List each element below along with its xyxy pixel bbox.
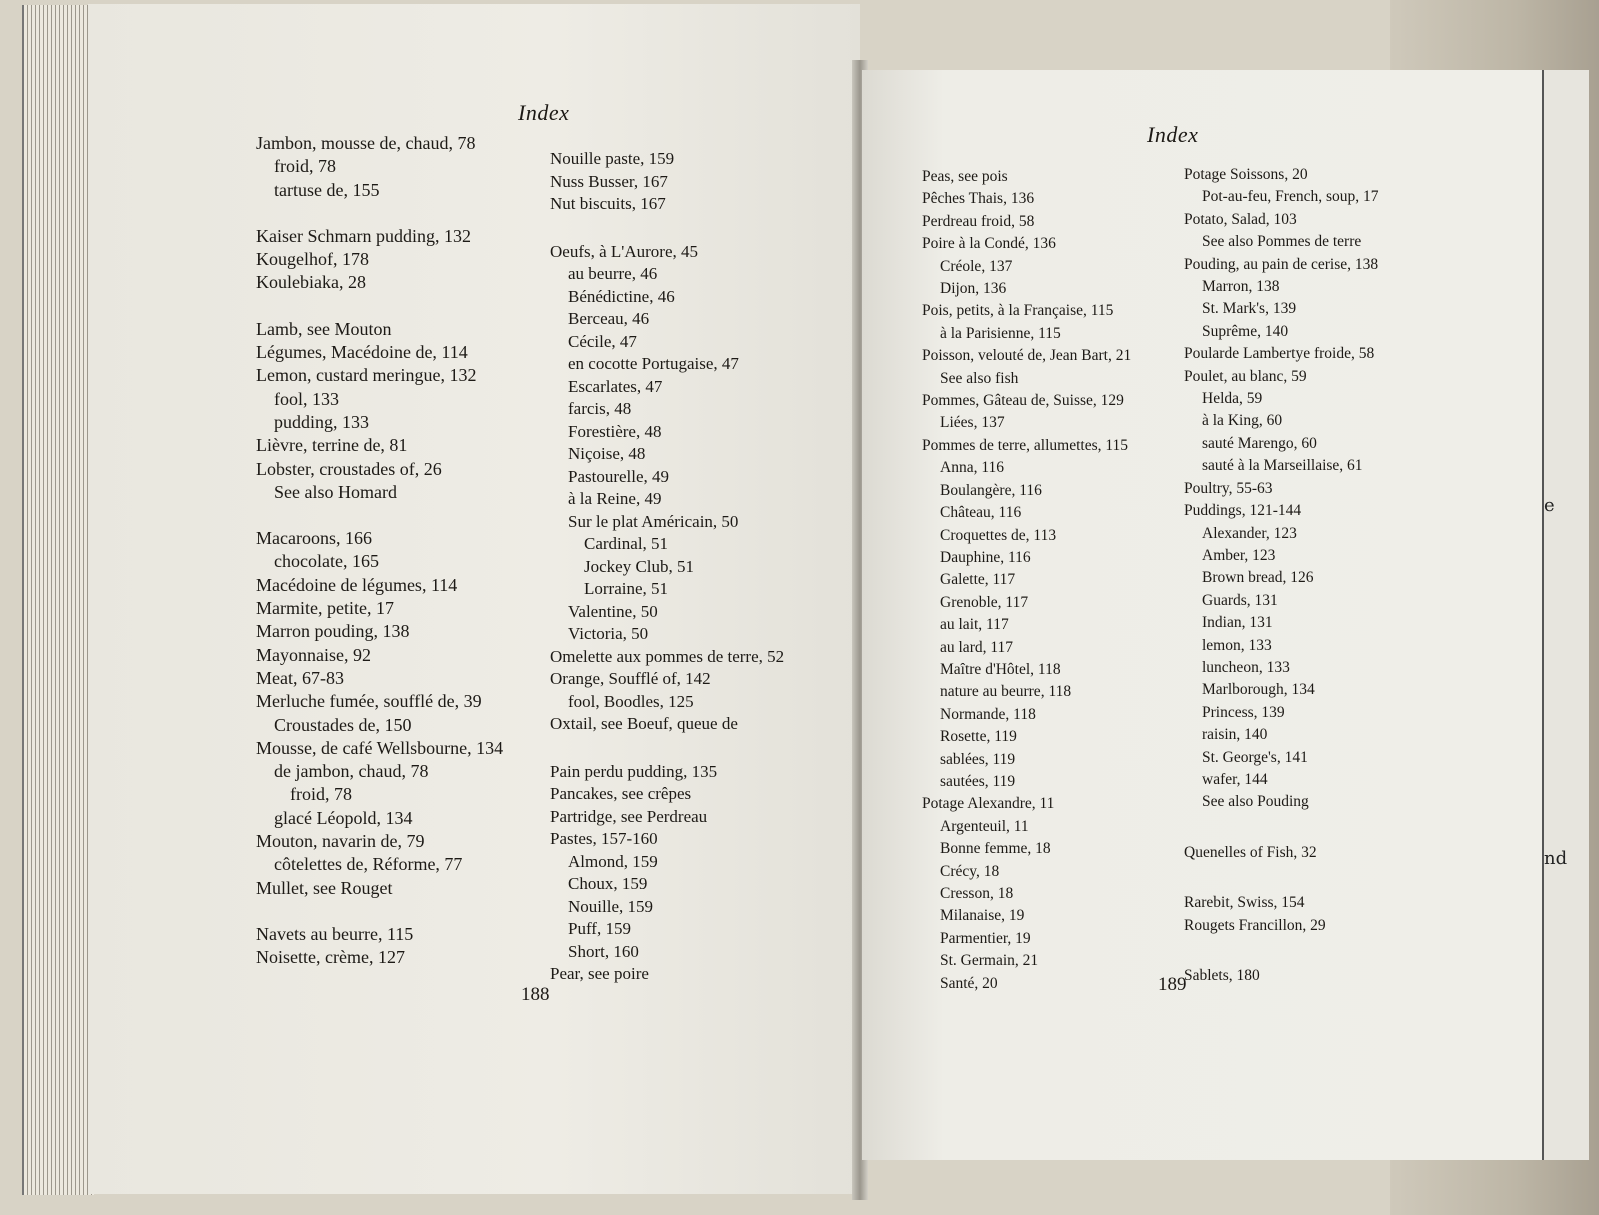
- index-entry: Créole, 137: [940, 257, 1013, 275]
- index-entry: Oxtail, see Boeuf, queue de: [550, 714, 738, 733]
- index-entry: sablées, 119: [940, 750, 1016, 768]
- index-entry: Poulet, au blanc, 59: [1184, 367, 1307, 385]
- index-entry: fool, Boodles, 125: [568, 691, 694, 711]
- index-entry: chocolate, 165: [274, 551, 379, 572]
- index-entry: Almond, 159: [568, 851, 658, 871]
- index-entry: lemon, 133: [1202, 636, 1272, 654]
- index-entry: Pois, petits, à la Française, 115: [922, 302, 1114, 320]
- index-entry: Escarlates, 47: [568, 376, 663, 396]
- index-entry: Pêches Thais, 136: [922, 190, 1035, 208]
- index-entry: Dauphine, 116: [940, 548, 1031, 566]
- index-entry: Puddings, 121-144: [1184, 502, 1302, 520]
- index-entry: Indian, 131: [1202, 614, 1273, 632]
- index-entry: Orange, Soufflé of, 142: [550, 669, 711, 688]
- index-entry: Nouille paste, 159: [550, 149, 675, 168]
- index-entry: à la King, 60: [1202, 412, 1283, 430]
- index-entry: Château, 116: [940, 504, 1022, 522]
- index-entry: Short, 160: [568, 941, 639, 961]
- index-entry: Mayonnaise, 92: [256, 644, 371, 665]
- index-entry: Rarebit, Swiss, 154: [1184, 894, 1305, 912]
- index-entry: Lemon, custard meringue, 132: [256, 365, 477, 386]
- index-entry: Pommes, Gâteau de, Suisse, 129: [922, 392, 1124, 410]
- index-entry: Légumes, Macédoine de, 114: [256, 342, 468, 363]
- index-entry: Parmentier, 19: [940, 929, 1031, 947]
- index-entry: Amber, 123: [1202, 546, 1276, 564]
- index-entry: See also Pouding: [1202, 793, 1309, 811]
- index-entry: Pommes de terre, allumettes, 115: [922, 436, 1129, 454]
- edge-fragment-2: nd: [1544, 848, 1568, 869]
- index-entry: See also Homard: [274, 481, 397, 502]
- index-entry: Pouding, au pain de cerise, 138: [1184, 255, 1379, 273]
- index-entry: Brown bread, 126: [1202, 569, 1314, 587]
- index-entry: Marron pouding, 138: [256, 621, 410, 642]
- index-entry: Argenteuil, 11: [940, 817, 1029, 835]
- index-entry: Victoria, 50: [568, 624, 649, 643]
- index-entry: au lait, 117: [940, 616, 1009, 634]
- index-entry: Rougets Francillon, 29: [1184, 916, 1326, 934]
- index-entry: wafer, 144: [1202, 770, 1268, 788]
- index-entry: Koulebiaka, 28: [256, 272, 366, 293]
- index-entry: Forestière, 48: [568, 421, 662, 441]
- index-entry: Poultry, 55-63: [1184, 479, 1273, 497]
- left-page-number: 188: [521, 984, 550, 1005]
- index-entry: Merluche fumée, soufflé de, 39: [256, 691, 482, 712]
- left-page-column-1: [256, 132, 503, 970]
- index-entry: Jockey Club, 51: [584, 556, 695, 576]
- index-entry: Pain perdu pudding, 135: [550, 761, 718, 781]
- index-entry: Alexander, 123: [1202, 524, 1297, 542]
- left-page: [88, 4, 860, 1194]
- index-entry: Kaiser Schmarn pudding, 132: [256, 225, 471, 246]
- right-page: [862, 70, 1542, 1160]
- index-entry: Sablets, 180: [1184, 967, 1260, 984]
- index-entry: Noisette, crème, 127: [256, 947, 405, 968]
- index-entry: Bénédictine, 46: [568, 286, 675, 306]
- index-entry: Anna, 116: [940, 459, 1004, 477]
- index-entry: au beurre, 46: [568, 264, 658, 283]
- index-entry: Meat, 67-83: [256, 667, 344, 688]
- index-entry: fool, 133: [274, 388, 339, 409]
- index-entry: Lorraine, 51: [584, 579, 669, 598]
- index-entry: Guards, 131: [1202, 591, 1278, 609]
- index-entry: Poisson, velouté de, Jean Bart, 21: [922, 347, 1132, 365]
- index-entry: Suprême, 140: [1202, 322, 1289, 340]
- index-entry: Nut biscuits, 167: [550, 194, 666, 213]
- index-entry: Partridge, see Perdreau: [550, 806, 708, 826]
- next-page-edge: [1542, 70, 1589, 1160]
- index-entry: Boulangère, 116: [940, 481, 1042, 499]
- index-entry: farcis, 48: [568, 399, 632, 418]
- index-entry: Kougelhof, 178: [256, 249, 369, 270]
- index-entry: Marlborough, 134: [1202, 681, 1315, 699]
- index-entry: Sur le plat Américain, 50: [568, 511, 739, 531]
- index-entry: St. Mark's, 139: [1202, 300, 1297, 318]
- index-entry: Croustades de, 150: [274, 714, 412, 735]
- index-entry: luncheon, 133: [1202, 658, 1290, 676]
- index-entry: Helda, 59: [1202, 390, 1263, 408]
- index-entry: Potage Soissons, 20: [1184, 166, 1308, 183]
- index-entry: Normande, 118: [940, 705, 1036, 723]
- index-entry: Maître d'Hôtel, 118: [940, 660, 1061, 678]
- index-entry: See also fish: [940, 369, 1019, 387]
- index-entry: glacé Léopold, 134: [274, 807, 413, 828]
- index-entry: Mullet, see Rouget: [256, 877, 393, 898]
- left-page-heading: Index: [518, 100, 570, 125]
- index-entry: Poularde Lambertye froide, 58: [1184, 345, 1375, 363]
- index-entry: Lièvre, terrine de, 81: [256, 435, 408, 456]
- index-entry: St. Germain, 21: [940, 952, 1039, 970]
- index-entry: tartuse de, 155: [274, 179, 380, 200]
- index-entry: Liées, 137: [940, 414, 1005, 432]
- edge-fragment-1: e: [1544, 495, 1555, 516]
- index-entry: à la Parisienne, 115: [940, 324, 1061, 342]
- index-entry: Marmite, petite, 17: [256, 598, 394, 619]
- index-entry: Potage Alexandre, 11: [922, 795, 1055, 813]
- index-entry: Crécy, 18: [940, 862, 1000, 880]
- index-entry: Macédoine de légumes, 114: [256, 574, 458, 595]
- index-entry: Cécile, 47: [568, 331, 637, 351]
- index-entry: Santé, 20: [940, 974, 998, 992]
- index-entry: nature au beurre, 118: [940, 683, 1072, 701]
- index-entry: See also Pommes de terre: [1202, 233, 1362, 251]
- index-entry: Quenelles of Fish, 32: [1184, 843, 1317, 861]
- index-entry: Valentine, 50: [568, 601, 658, 621]
- index-entry: Pear, see poire: [550, 964, 649, 983]
- index-entry: Mouton, navarin de, 79: [256, 831, 425, 852]
- index-entry: Pastourelle, 49: [568, 466, 670, 486]
- index-entry: Nouille, 159: [568, 896, 653, 916]
- index-entry: Lamb, see Mouton: [256, 318, 392, 339]
- index-entry: Cresson, 18: [940, 885, 1014, 902]
- index-entry: Omelette aux pommes de terre, 52: [550, 646, 785, 666]
- index-entry: Marron, 138: [1202, 278, 1280, 296]
- index-entry: Potato, Salad, 103: [1184, 210, 1297, 228]
- right-page-number: 189: [1158, 974, 1187, 995]
- index-entry: en cocotte Portugaise, 47: [568, 354, 739, 373]
- index-entry: Berceau, 46: [568, 309, 650, 328]
- index-entry: sauté Marengo, 60: [1202, 434, 1317, 452]
- index-entry: Grenoble, 117: [940, 593, 1029, 611]
- right-page-heading: Index: [1147, 122, 1199, 147]
- index-entry: Cardinal, 51: [584, 534, 669, 553]
- right-page-column-1: [922, 166, 1131, 995]
- index-entry: Nuss Busser, 167: [550, 171, 668, 191]
- index-entry: Dijon, 136: [940, 280, 1007, 298]
- index-entry: Lobster, croustades of, 26: [256, 458, 442, 479]
- index-entry: froid, 78: [290, 784, 352, 805]
- index-entry: côtelettes de, Réforme, 77: [274, 854, 463, 875]
- index-entry: Navets au beurre, 115: [256, 923, 414, 944]
- index-entry: St. George's, 141: [1202, 748, 1308, 766]
- index-entry: de jambon, chaud, 78: [274, 761, 429, 782]
- index-entry: Mousse, de café Wellsbourne, 134: [256, 737, 504, 758]
- index-entry: pudding, 133: [274, 411, 370, 432]
- index-entry: Bonne femme, 18: [940, 840, 1051, 858]
- index-entry: raisin, 140: [1202, 726, 1268, 744]
- page-edges-stack: [22, 5, 94, 1195]
- index-entry: Pastes, 157-160: [550, 829, 658, 848]
- index-entry: Choux, 159: [568, 874, 648, 893]
- index-entry: Macaroons, 166: [256, 528, 372, 549]
- index-entry: Rosette, 119: [940, 728, 1017, 746]
- index-entry: Peas, see pois: [922, 168, 1008, 185]
- index-entry: Jambon, mousse de, chaud, 78: [256, 133, 476, 153]
- index-entry: Princess, 139: [1202, 703, 1285, 721]
- index-entry: Pancakes, see crêpes: [550, 784, 692, 803]
- index-entry: Niçoise, 48: [568, 444, 646, 463]
- index-entry: sautées, 119: [940, 772, 1016, 790]
- index-entry: Oeufs, à L'Aurore, 45: [550, 241, 698, 261]
- index-entry: Perdreau froid, 58: [922, 212, 1035, 230]
- right-page-column-2: [1184, 164, 1379, 987]
- index-entry: Puff, 159: [568, 919, 631, 938]
- left-page-column-2: [550, 148, 784, 986]
- index-entry: froid, 78: [274, 156, 336, 177]
- index-entry: Poire à la Condé, 136: [922, 235, 1056, 253]
- index-entry: sauté à la Marseillaise, 61: [1202, 457, 1363, 475]
- index-entry: Milanaise, 19: [940, 907, 1025, 925]
- index-entry: Pot-au-feu, French, soup, 17: [1202, 188, 1379, 206]
- index-entry: Galette, 117: [940, 571, 1016, 589]
- index-entry: au lard, 117: [940, 638, 1014, 656]
- index-entry: Croquettes de, 113: [940, 526, 1057, 544]
- index-entry: à la Reine, 49: [568, 489, 662, 508]
